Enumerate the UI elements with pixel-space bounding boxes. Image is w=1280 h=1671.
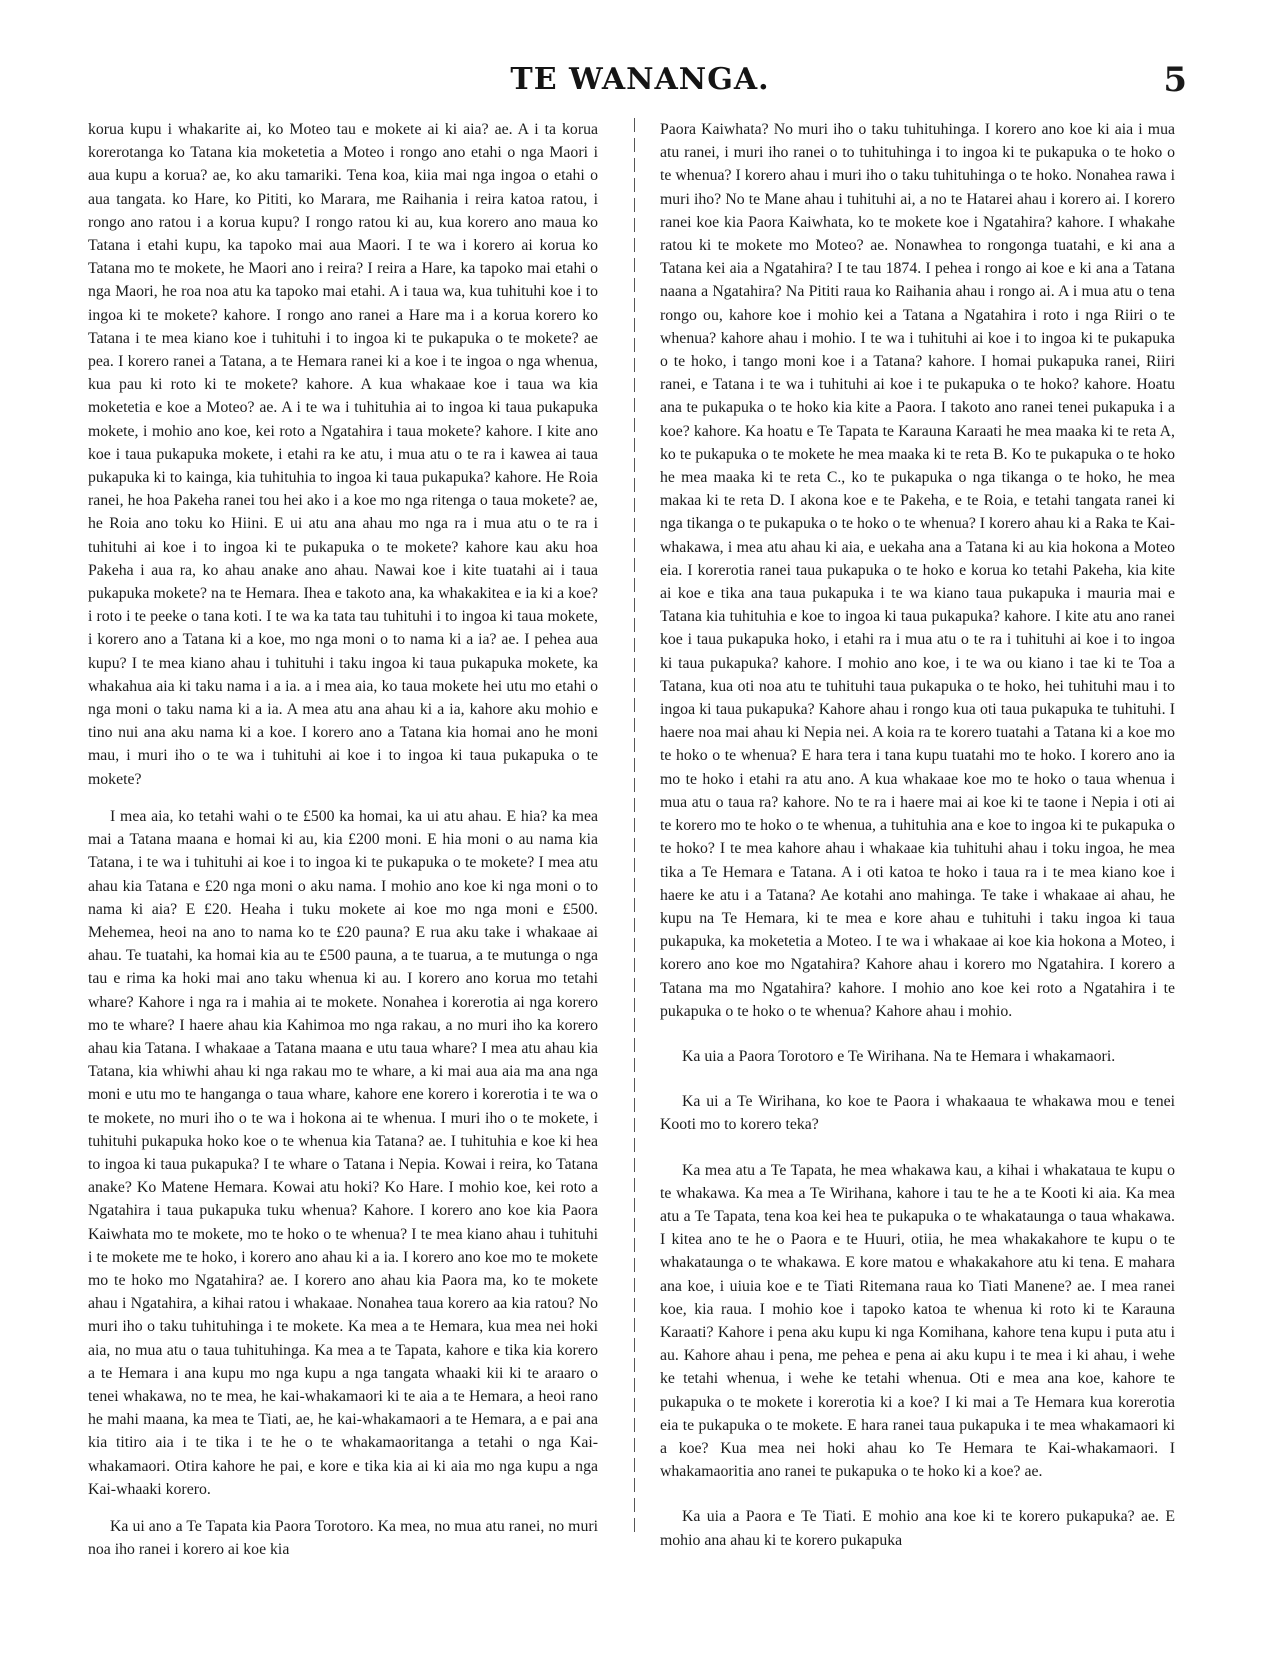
masthead (0, 62, 1280, 106)
right-column (660, 118, 1175, 1658)
left-paragraph-3: Ka ui ano a Te Tapata kia Paora Torotoro. Ka mea, no mua atu ranei, no muri noa iho ranei i korero ai koe kia (88, 1517, 598, 1559)
right-paragraph-2: Ka uia a Paora Torotoro e Te Wirihana. Na te Hemara i whakamaori. (682, 1047, 1116, 1065)
page-title: TE WANANGA. (510, 62, 770, 97)
left-column (88, 118, 598, 1658)
right-paragraph-4: Ka mea atu a Te Tapata, he mea whakawa kau, a kihai i whakataua te kupu o te whakawa. Ka mea a Te Wirihana, kahore i tau te he a te Kooti ki aia. Ka mea atu a Te Tapata, tena koa kei hea te pukapuka o te whakataunga o taua whakawa. I kitea ano te he o Paora e te Huuri, otiia, he mea whakakahore te kupu o te whakataunga o te whakawa. E kore matou e whakakahore atu ki tena. E mahara ana koe, i uiuia koe e te Tiati Ritemana raua ko Tiati Manene? ae. I mea ranei koe, kia raua. I mohio koe i tapoko katoa te whenua ki roto ki te Karauna Karaati? Kahore i pena aku kupu ki nga Komihana, kahore tena kupu i puta atu i au. Kahore ahau i pena, me pehea e pena ai aku kupu i te mea i ki ahau, i wehe ke tetahi whenua, i wehe ke tetahi whenua. Oti e mea ana koe, kahore te pukapuka o te mokete i korerotia ki a koe? I ki mai a Te Hemara kua korerotia eia te pukapuka o te mokete. E hara ranei taua pukapuka i te mea whakamaori ki a koe? Kua mea nei hoki ahau ko Te Hemara te Kai-whakamaori. I whakamaoritia ano ranei te pukapuka o te hoko ki a koe? ae. (660, 1161, 1175, 1481)
left-paragraph-2: I mea aia, ko tetahi wahi o te £500 ka homai, ka ui atu ahau. E hia? ka mea mai a Tatana maana e homai ki au, kia £200 moni. E hia moni o au nama kia Tatana, i te wa i tuhituhi ai koe i to ingoa ki te pukapuka o te mokete? I mea atu ahau kia Tatana e £20 nga moni o aku nama. I mohio ano koe ki nga moni o to nama ki aia? E £20. Heaha i tuku mokete ai koe mo nga moni e £500. Mehemea, heoi na ano to nama ko te £20 pauna? E rua aku take i whakaae ai ahau. Te tuatahi, ka homai kia au te £500 pauna, a te tuarua, a te mutunga o nga tau e rima ka hoki mai ano taku whenua ki au. I korero ano korua mo tetahi whare? Kahore i nga ra i mahia ai te mokete. Nonahea i korerotia ai nga korero mo te whare? I haere ahau kia Kahimoa mo nga rakau, a no muri iho ka korero ahau kia Tatana. I whakaae a Tatana maana e utu taua whare? I mea atu ahau kia Tatana, kia whiwhi ahau ki nga rakau mo te whare, a ki mai aua aia ma ana nga moni e utu mo te hanganga o taua whare, kahore ene korero i korerotia i te wa o te mokete, no muri iho o te wa i hokona ai te whenua. I muri iho o te mokete, i tuhituhi pukapuka hoko koe o te whenua kia Tatana? ae. I tuhituhia e koe ki hea to ingoa ki taua pukapuka? I te whare o Tatana i Nepia. Kowai i reira, ko Tatana anake? Ko Matene Hemara. Kowai atu hoki? Ko Hare. I mohio koe, kei roto a Ngatahira i taua pukapuka tuku whenua? Kahore. I korero ano koe kia Paora Kaiwhata mo te mokete, mo te hoko o te whenua? I te mea kiano ahau i tuhituhi i te mokete me te hoko, i korero ano ahau ki a ia. I korero ano koe mo te mokete mo te hoko mo Ngatahira? ae. I korero ano ahau kia Paora ma, ko te mokete ahau i Ngatahira, a kihai ratou i whakaae. Nonahea taua korero aa kia ratou? No muri iho o taku tuhituhinga i te mokete. Ka mea a te Hemara, kua mea nei hoki aia, no mua atu o taua tuhituhinga. Ka mea a te Tapata, kahore e tika kia korero a te Hemara i ana kupu mo nga kupu a nga tangata whaaki kii ki te araaro o tenei whakawa, no te mea, he kai-whakamaori ki te aia a te Hemara, a heoi rano he mahi maana, ka mea te Tiati, ae, he kai-whakamaori a te Hemara, a e pai ana kia titiro aia i te tika i te he o te whakamaoritanga a tetahi o nga Kai-whakamaori. Otira kahore he pai, e kore e tika kia ai ki aia mo nga kupu a nga Kai-whaaki korero. (88, 807, 598, 1498)
left-paragraph-1: korua kupu i whakarite ai, ko Moteo tau e mokete ai ki aia? ae. A i ta korua korerotanga ko Tatana kia moketetia a Moteo i rongo ano etahi o nga Maori i aua kupu a korua? ae, ko aku tamariki. Tena koa, kiia mai nga ingoa o etahi o aua tangata. ko Hare, ko Pititi, ko Marara, me Raihania i reira katoa ratou, i rongo ano ratou i a korua kupu? I rongo ratou ki au, kua korero ano maua ko Tatana i etahi kupu, ka tapoko mai aua Maori. I te wa i korero ai korua ko Tatana mo te mokete, he Maori ano i reira? I reira a Hare, ka tapoko mai etahi o nga Maori, he roa noa atu ka tapoko mai etahi. A i taua wa, kua tuhituhi koe i to ingoa ki te mokete? kahore. I rongo ano ranei a Hare ma i a korua korero ko Tatana i te mea kiano koe i tuhituhi i to ingoa ki te pukapuka o te mokete? ae pea. I korero ranei a Tatana, a te Hemara ranei ki a koe i te ingoa o nga whenua, kua pau ki roto ki te mokete? kahore. A kua whakaae koe i taua wa kia moketetia e koe a Moteo? ae. A i te wa i tuhituhia ai to ingoa ki taua pukapuka mokete, i mohio ano koe, kei roto a Ngatahira i taua mokete? kahore. I kite ano koe i taua pukapuka mokete, i etahi ra ke atu, i mua atu o te ra i kawea ai taua pukapuka ki to kainga, kia tuhituhia to ingoa ki taua pukapuka? kahore. He Roia ranei, he hoa Pakeha ranei tou hei ako i a koe mo nga ritenga o taua mokete? ae, he Roia ano toku ko Hiini. E ui atu ana ahau mo nga ra i mua atu o te ra i tuhituhi ai koe i to ingoa ki te pukapuka o te mokete? kahore kau aku hoa Pakeha i aua ra, ko ahau anake ano ahau. Nawai koe i kite tuatahi ai i taua pukapuka mokete? na te Hemara. Ihea e takoto ana, ka whakakitea e ia ki a koe? i roto i te peeke o tana koti. I te wa ka tata tau tuhituhi i to ingoa ki taua mokete, i korero ano a Tatana ki a koe, mo nga moni o to nama ki a ia? ae. I pehea aua kupu? I te mea kiano ahau i tuhituhi i taku ingoa ki taua pukapuka mokete, ka whakahua aia ki taku nama i a ia. a i mea aia, ko taua mokete hei utu mo etahi o nga moni o taku nama ki a ia. A mea atu ana ahau ki a ia, kahore aku mohio e tino nui ana aku nama ki a koe. I korero ano a Tatana kia homai ano he moni mau, i muri iho o te wa i tuhituhi ai koe i to ingoa ki taua pukapuka o te mokete? (88, 121, 598, 788)
column-divider (634, 118, 635, 1538)
page-number: 5 (1163, 60, 1187, 100)
right-paragraph-1: Paora Kaiwhata? No muri iho o taku tuhituhinga. I korero ano koe ki aia i mua atu ranei, i muri iho ranei o to tuhituhinga i to ingoa ki te pukapuka o te hoko o te whenua? I korero ahau i muri iho o taku tuhituhinga o te hoko. Nonahea rawa i muri iho? No te Mane ahau i tuhituhi ai, a no te Hatarei ahau i korero ai. I korero ranei koe kia Paora Kaiwhata, ko te mokete koe i Ngatahira? kahore. I whakahe ratou ki te mokete mo Moteo? ae. Nonawhea to rongonga tuatahi, e ki ana a Tatana kei aia a Ngatahira? I te tau 1874. I pehea i rongo ai koe e ki ana a Tatana naana a Ngatahira? Na Pititi raua ko Raihania ahau i rongo ai. A i mua atu o tena rongo ou, kahore koe i mohio kei a Tatana a Ngatahira i roto i nga Riiri o te whenua? kahore ahau i mohio. I te wa i tuhituhi ai koe i to ingoa ki te pukapuka o te hoko, i tango moni koe i a Tatana? kahore. I homai pukapuka ranei, Riiri ranei, e Tatana i te wa i tuhituhi ai koe i te pukapuka o te hoko? kahore. Hoatu ana te pukapuka o te hoko kia kite a Paora. I takoto ano ranei tenei pukapuka i a koe? kahore. Ka hoatu e Te Tapata te Karauna Karaati he mea maaka ki te reta A, ko te pukapuka o te mokete he mea maaka ki te reta B. Ko te pukapuka o te hoko he mea maaka ki te reta C., ko te pukapuka o nga tikanga o te hoko, he mea makaa ki te reta D. I akona koe e te Pakeha, e te Roia, e tetahi tangata ranei ki nga tikanga o te pukapuka o te hoko o te whenua? I korero ahau ki a Raka te Kai-whakawa, i mea atu ahau ki aia, e uekaha ana a Tatana ki au kia hokona a Moteo eia. I korerotia ranei taua pukapuka o te hoko e korua ko tetahi Pakeha, kia kite ai koe e tika ana taua pukapuka i te wa kiano taua pukapuka i mauria mai e Tatana kia tuhituhia e koe to ingoa ki taua pukapuka? kahore. I kite atu ano ranei koe i taua pukapuka hoko, i etahi ra i mua atu o te ra i tuhituhi ai koe i to ingoa ki taua pukapuka? kahore. I mohio ano koe, i te wa ou kiano i tae ki te Toa a Tatana, kua oti noa atu te tuhituhi taua pukapuka o te hoko, hei tuhituhi mau i to ingoa ki taua pukapuka? Kahore ahau i rongo kua oti taua pukapuka te tuhituhi. I haere noa mai ahau ki Nepia nei. A koia ra te korero tuatahi a Tatana ki a koe mo te hoko o te whenua? E hara tera i tana kupu tuatahi mo te hoko. I korero ano ia mo te hoko i etahi ra atu ano. A kua whakaae koe mo te hoko o taua whenua i mua atu o taua ra? kahore. No te ra i haere mai ai koe ki te taone i Nepia i oti ai te korero mo te hoko o te whenua, a tuhituhia ana e koe to ingoa ki te pukapuka o te hoko? I te mea kahore ahau i whakaae kia tuhituhi ahau i toku ingoa, he mea tika a Te Hemara e Tatana. A i oti katoa te hoko i taua ra i te mea kiano koe i haere ke atu i a Tatana? Ae kotahi ano mahinga. Te take i whakaae ai ahau, he kupu na Te Hemara, ki te mea e kore ahau e tuhituhi i taku ingoa ki taua pukapuka, ka moketetia a Moteo. I te wa i whakaae ai koe kia hokona a Moteo, i korero ano koe mo Ngatahira? Kahore ahau i korero mo Ngatahira. I korero a Tatana ma mo Ngatahira? kahore. I mohio ano koe kei roto a Ngatahira i te pukapuka o te hoko o te whenua? Kahore ahau i mohio. (660, 121, 1175, 1020)
right-paragraph-5: Ka uia a Paora e Te Tiati. E mohio ana koe ki te korero pukapuka? ae. E mohio ana ahau ki te korero pukapuka (660, 1508, 1175, 1549)
right-paragraph-3: Ka ui a Te Wirihana, ko koe te Paora i whakaaua te whakawa mou e tenei Kooti mo to korero teka? (660, 1093, 1175, 1134)
